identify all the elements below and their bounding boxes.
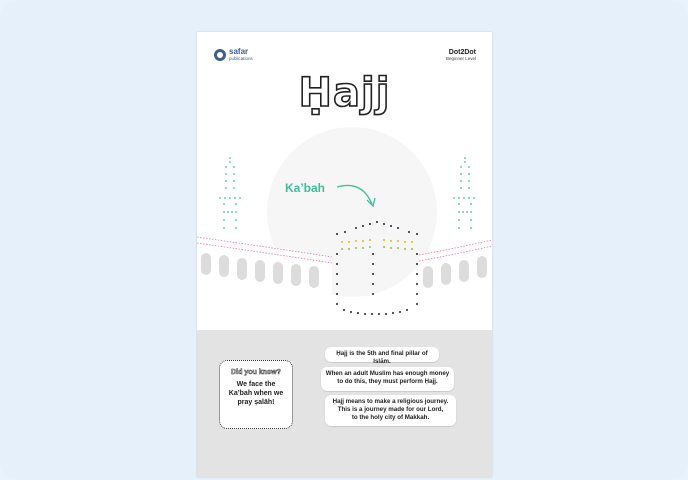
brand-name: safar [229, 47, 249, 56]
left-arcade [197, 237, 332, 317]
worksheet-page [197, 32, 492, 477]
right-minaret [453, 157, 475, 229]
safar-logo-icon [214, 49, 226, 61]
kabah-label: Ka’bah [285, 181, 326, 195]
did-you-know-line: We face the [236, 381, 276, 388]
fact-line: to do this, they must perform Ḥajj. [337, 378, 438, 385]
page-title: Ḥajj [298, 70, 391, 116]
brand [214, 48, 253, 62]
fact-line: to the holy city of Makkah. [351, 414, 430, 421]
fact-box-1 [325, 347, 439, 365]
left-minaret [219, 157, 241, 229]
fact-box-3 [325, 395, 456, 426]
level-title: Dot2Dot [448, 49, 476, 56]
kabah-dots [336, 221, 418, 315]
fact-line: Ḥajj is the 5th and final pillar of Islām. [336, 350, 428, 365]
arrow-icon [337, 185, 372, 204]
fact-line: Ḥajj means to make a religious journey. [332, 398, 449, 405]
brand-subtitle: publications [229, 56, 253, 61]
did-you-know-line: pray ṣalāh! [237, 399, 275, 406]
fact-line: When an adult Muslim has enough money [325, 370, 450, 377]
fact-box-2 [321, 367, 454, 391]
dot-to-dot-scene [197, 142, 492, 332]
level-subtitle: Beginner Level [445, 56, 476, 61]
fact-line: This is a journey made for our Lord, [337, 406, 444, 413]
right-arcade [419, 240, 492, 314]
info-panel [197, 330, 492, 477]
did-you-know-title: Did you know? [231, 369, 281, 376]
level-info [446, 49, 476, 61]
did-you-know-line: Ka’bah when we [228, 390, 284, 397]
did-you-know-box [219, 360, 293, 429]
